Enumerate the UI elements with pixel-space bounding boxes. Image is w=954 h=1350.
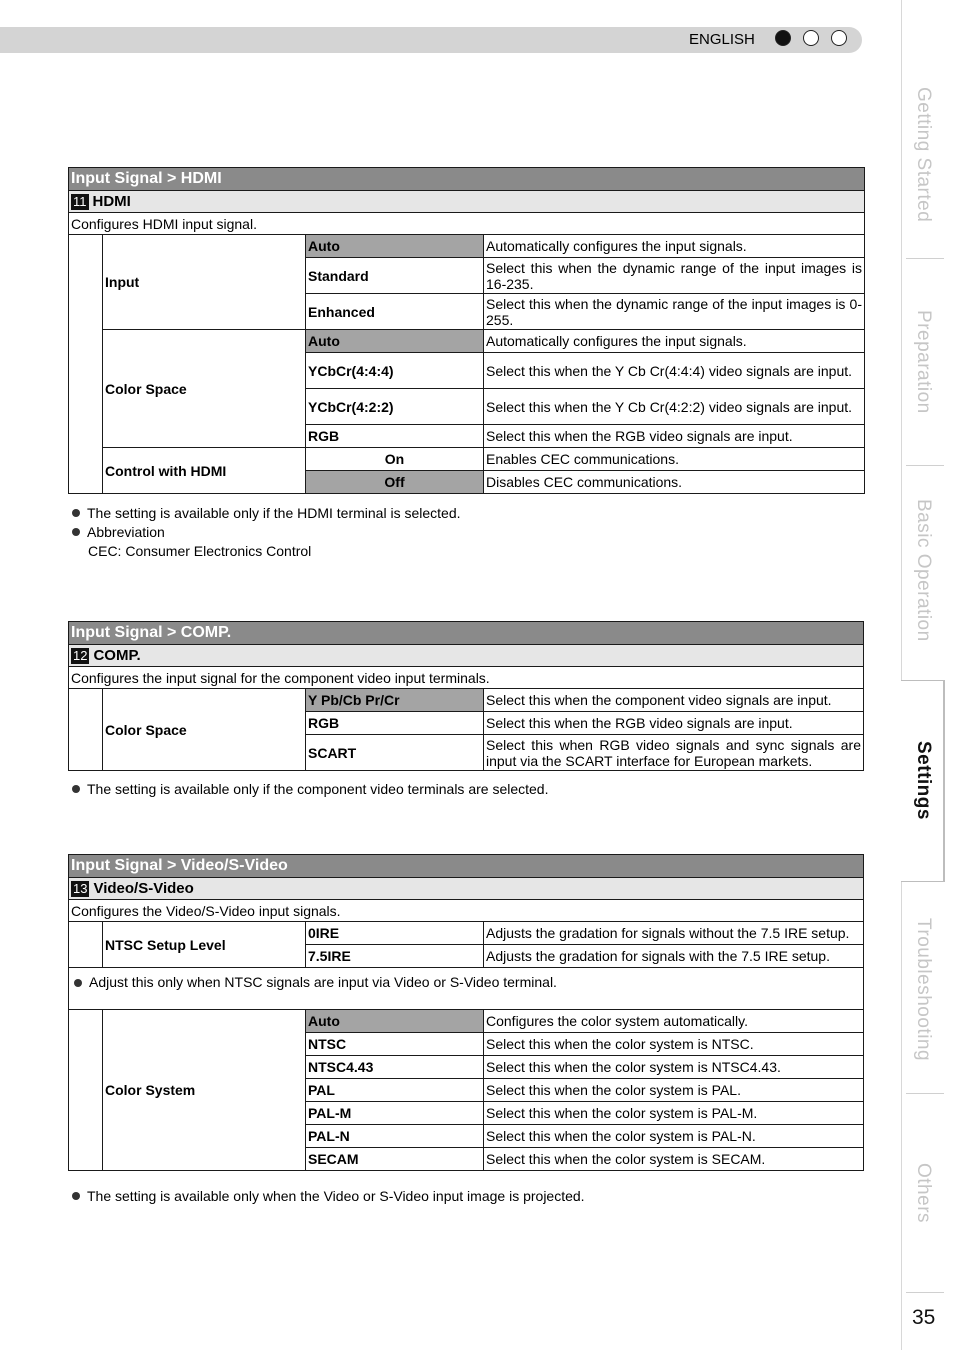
indent-cell [69,235,103,494]
hdmi-table [68,167,865,494]
option-cell: NTSC4.43 [306,1056,484,1079]
video-table [68,854,864,1171]
side-tabs [901,0,954,1350]
option-cell: Y Pb/Cb Pr/Cr [306,689,484,712]
option-description: Select this when the color system is NTSC. [484,1033,864,1056]
option-cell: 7.5IRE [306,945,484,968]
tab-getting-started[interactable]: Getting Started [913,87,934,223]
option-cell: Standard [306,258,484,294]
option-description: Adjusts the gradation for signals without the 7.5 IRE setup. [484,922,864,945]
option-description: Select this when the color system is SECAM. [484,1148,864,1171]
tab-others[interactable]: Others [913,1162,934,1224]
tab-divider [906,465,944,466]
option-description: Select this when the dynamic range of the input images is 0-255. [484,294,865,330]
option-description: Select this when the Y Cb Cr(4:2:2) video signals are input. [484,389,865,425]
page-number: 35 [912,1306,936,1329]
item-name: HDMI [92,192,131,210]
option-cell: RGB [306,712,484,735]
option-cell: NTSC [306,1033,484,1056]
option-cell: SECAM [306,1148,484,1171]
item-name: Video/S-Video [93,879,194,897]
option-cell: Auto [306,1010,484,1033]
option-cell: Enhanced [306,294,484,330]
option-description: Select this when the dynamic range of the input images is 16-235. [484,258,865,294]
page-indicator-dot-2 [803,30,819,46]
option-cell: PAL-M [306,1102,484,1125]
option-cell: 0IRE [306,922,484,945]
option-cell: YCbCr(4:4:4) [306,353,484,389]
comp-table [68,621,864,771]
option-description: Select this when the color system is PAL-N. [484,1125,864,1148]
option-description: Select this when the RGB video signals are input. [484,425,865,448]
option-description: Automatically configures the input signals. [484,330,865,353]
setting-label: Color Space [103,689,306,771]
setting-label: Color System [103,1010,306,1171]
page-indicator-dot-1 [775,30,791,46]
item-number: 11 [73,193,87,209]
page-indicator-dot-3 [831,30,847,46]
section-title: Input Signal > COMP. [69,622,864,645]
option-description: Select this when the Y Cb Cr(4:4:4) video signals are input. [484,353,865,389]
setting-label: Color Space [103,330,306,448]
bullet-icon [74,979,82,987]
tab-divider [906,258,944,259]
option-description: Configures the color system automatically. [484,1010,864,1033]
tab-divider [906,1292,944,1293]
option-description: Select this when the color system is PAL. [484,1079,864,1102]
setting-label: NTSC Setup Level [103,922,306,968]
section-title: Input Signal > Video/S-Video [69,855,864,878]
note: The setting is available only if the HDMI terminal is selected. [72,504,461,523]
option-cell: PAL-N [306,1125,484,1148]
section-description: Configures HDMI input signal. [69,213,865,235]
bullet-icon [72,509,80,517]
bullet-icon [72,1192,80,1200]
item-number: 12 [73,647,88,663]
option-cell: On [306,448,484,471]
tab-divider [906,1093,944,1094]
bullet-icon [72,785,80,793]
note: The setting is available only when the Video or S-Video input image is projected. [72,1187,585,1206]
section-description: Configures the Video/S-Video input signals. [69,900,864,922]
tab-settings[interactable]: Settings [913,740,934,820]
indent-cell [69,1010,103,1171]
tab-basic-operation[interactable]: Basic Operation [913,498,934,642]
option-description: Select this when the component video signals are input. [484,689,864,712]
option-cell: SCART [306,735,484,771]
option-description: Select this when the RGB video signals are input. [484,712,864,735]
section-subtitle [69,191,865,213]
option-cell: Auto [306,330,484,353]
option-description: Enables CEC communications. [484,448,865,471]
bullet-icon [72,528,80,536]
option-description: Select this when the color system is NTSC4.43. [484,1056,864,1079]
item-name: COMP. [93,646,141,664]
section-subtitle [69,645,864,667]
ntsc-note-cell: Adjust this only when NTSC signals are input via Video or S-Video terminal. [69,968,864,1010]
option-description: Adjusts the gradation for signals with the 7.5 IRE setup. [484,945,864,968]
option-description: Automatically configures the input signals. [484,235,865,258]
option-cell: Off [306,471,484,494]
tab-troubleshooting[interactable]: Troubleshooting [913,918,934,1062]
item-number: 13 [73,880,88,896]
option-cell: YCbCr(4:2:2) [306,389,484,425]
note: Abbreviation [72,523,165,542]
option-cell: Auto [306,235,484,258]
section-title: Input Signal > HDMI [69,168,865,191]
indent-cell [69,689,103,771]
setting-label: Control with HDMI [103,448,306,494]
option-description: Select this when the color system is PAL-M. [484,1102,864,1125]
option-description: Disables CEC communications. [484,471,865,494]
indent-cell [69,922,103,968]
tab-preparation[interactable]: Preparation [913,310,934,414]
note: The setting is available only if the component video terminals are selected. [72,780,548,799]
option-description: Select this when RGB video signals and sync signals are input via the SCART interface for European markets. [484,735,864,771]
language-label: ENGLISH [689,31,755,48]
note-sub: CEC: Consumer Electronics Control [88,543,312,559]
setting-label: Input [103,235,306,330]
option-cell: PAL [306,1079,484,1102]
section-description: Configures the input signal for the component video input terminals. [69,667,864,689]
section-subtitle [69,878,864,900]
option-cell: RGB [306,425,484,448]
